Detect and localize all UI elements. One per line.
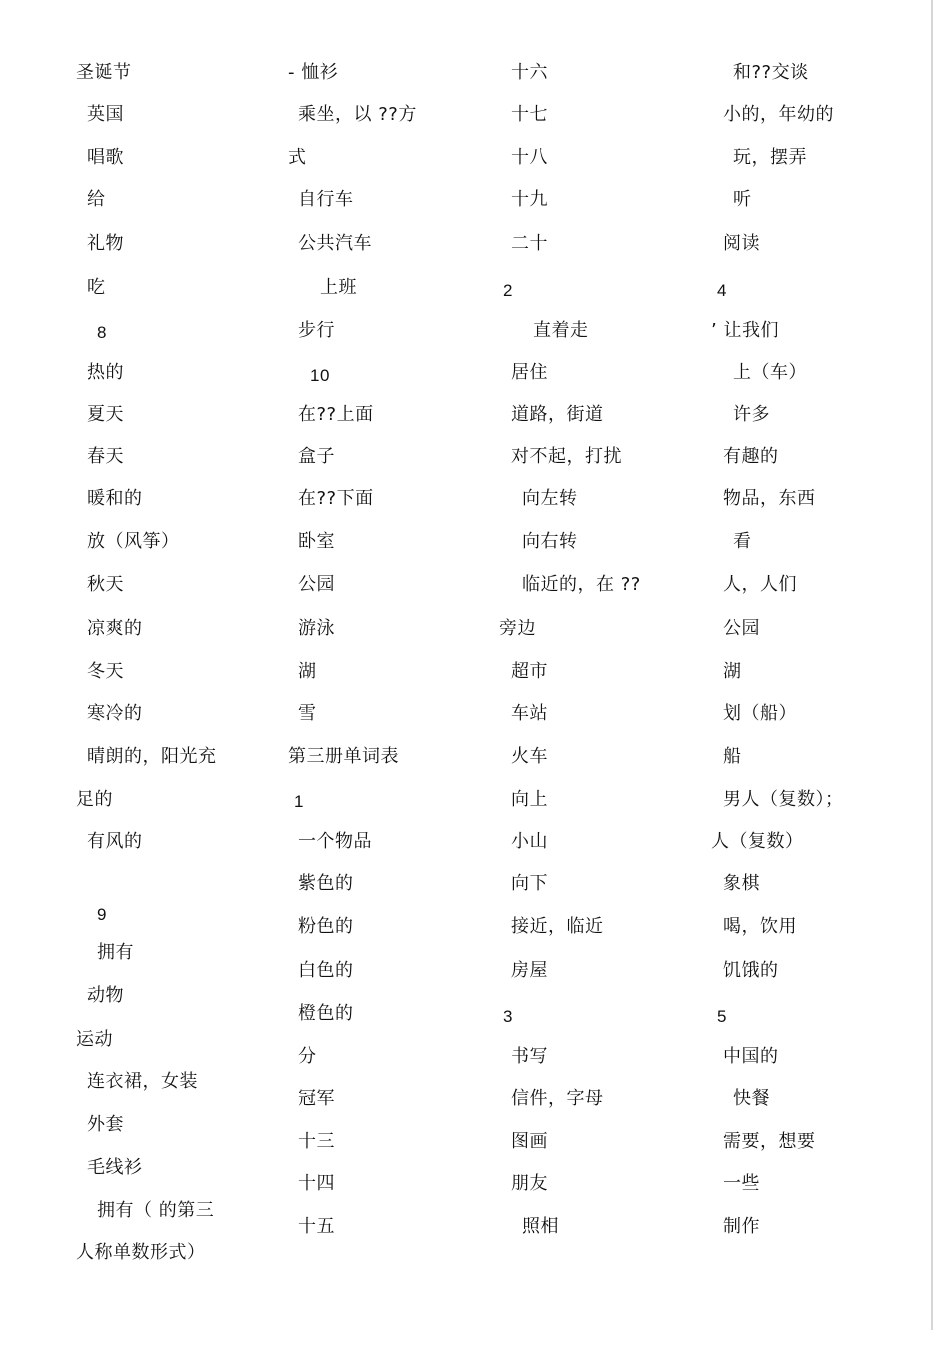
word-entry: 直着走 — [533, 320, 589, 341]
word-entry: 热的 — [87, 362, 124, 383]
word-entry: 书写 — [511, 1046, 548, 1067]
word-entry: 许多 — [733, 404, 770, 425]
word-entry: 向上 — [511, 789, 548, 810]
word-entry: 车站 — [511, 703, 548, 724]
word-entry: 礼物 — [87, 233, 124, 254]
word-entry: 凉爽的 — [87, 618, 143, 639]
word-entry: 向右转 — [522, 531, 578, 552]
word-entry: 十三 — [298, 1131, 335, 1152]
word-entry: 夏天 — [87, 404, 124, 425]
word-entry: 临近的，在 ?? — [522, 574, 641, 595]
word-entry: 信件，字母 — [511, 1088, 604, 1109]
word-entry: 连衣裙，女装 — [87, 1071, 198, 1092]
word-entry: 十六 — [511, 62, 548, 83]
word-entry: 向左转 — [522, 488, 578, 509]
word-entry: 超市 — [511, 661, 548, 682]
lesson-number: 1 — [294, 792, 304, 811]
word-entry: 公园 — [298, 574, 335, 595]
word-entry: 照相 — [522, 1216, 559, 1237]
lesson-number: 8 — [97, 323, 107, 342]
word-entry: 英国 — [87, 104, 124, 125]
word-entry: 道路，街道 — [511, 404, 604, 425]
word-entry: 朋友 — [511, 1173, 548, 1194]
word-entry: 圣诞节 — [76, 62, 132, 83]
page-right-border — [931, 0, 933, 1330]
word-entry: 雪 — [298, 703, 317, 724]
lesson-number: 3 — [503, 1007, 513, 1026]
lesson-number: 2 — [503, 281, 513, 300]
word-entry: 居住 — [511, 362, 548, 383]
word-entry: 春天 — [87, 446, 124, 467]
word-entry: 十七 — [511, 104, 548, 125]
word-entry: 乘坐，以 ??方 — [298, 104, 417, 125]
word-entry: 需要，想要 — [723, 1131, 816, 1152]
word-entry: 拥有 — [97, 942, 134, 963]
word-entry: 游泳 — [298, 618, 335, 639]
word-entry: 旁边 — [499, 618, 536, 639]
word-entry: 在??下面 — [298, 488, 374, 509]
word-entry: 拥有（ 的第三 — [97, 1200, 215, 1221]
word-entry: 十四 — [298, 1173, 335, 1194]
word-entry: 玩，摆弄 — [733, 147, 807, 168]
word-entry: 足的 — [76, 789, 113, 810]
word-entry: 秋天 — [87, 574, 124, 595]
word-entry: 人，人们 — [723, 574, 797, 595]
word-entry: 步行 — [298, 320, 335, 341]
word-entry: 二十 — [511, 233, 548, 254]
word-entry: 上（车） — [733, 362, 807, 383]
word-entry: 房屋 — [511, 960, 548, 981]
word-entry: 有趣的 — [723, 446, 779, 467]
word-entry: 毛线衫 — [87, 1157, 143, 1178]
word-entry: 十五 — [298, 1216, 335, 1237]
word-entry: 小的，年幼的 — [723, 104, 834, 125]
word-entry: 十八 — [511, 147, 548, 168]
word-entry: 和??交谈 — [733, 62, 809, 83]
word-entry: 紫色的 — [298, 873, 354, 894]
word-entry: 划（船） — [723, 703, 797, 724]
word-entry: 男人（复数）； — [723, 789, 844, 810]
word-entry: 吃 — [87, 277, 106, 298]
word-entry: 物品，东西 — [723, 488, 816, 509]
word-entry: 冬天 — [87, 661, 124, 682]
word-entry: 火车 — [511, 746, 548, 767]
word-entry: 向下 — [511, 873, 548, 894]
word-entry: 卧室 — [298, 531, 335, 552]
word-entry: 人（复数） — [711, 831, 804, 852]
word-entry: 对不起，打扰 — [511, 446, 622, 467]
word-entry: 自行车 — [298, 189, 354, 210]
word-entry: 运动 — [76, 1029, 113, 1050]
word-entry: 有风的 — [87, 831, 143, 852]
word-entry: 船 — [723, 746, 742, 767]
word-entry: 象棋 — [723, 873, 760, 894]
word-entry: 公共汽车 — [298, 233, 372, 254]
word-entry: 晴朗的，阳光充 — [87, 746, 217, 767]
word-entry: 一个物品 — [298, 831, 372, 852]
word-entry: 制作 — [723, 1216, 760, 1237]
word-entry: 上班 — [320, 277, 357, 298]
word-entry: 给 — [87, 189, 106, 210]
word-entry: 喝，饮用 — [723, 916, 797, 937]
word-entry: 暖和的 — [87, 488, 143, 509]
word-entry: 橙色的 — [298, 1003, 354, 1024]
word-entry: 中国的 — [723, 1046, 779, 1067]
word-entry: 寒冷的 — [87, 703, 143, 724]
word-entry: 湖 — [298, 661, 317, 682]
word-entry: 人称单数形式） — [76, 1242, 206, 1263]
word-entry: 唱歌 — [87, 147, 124, 168]
lesson-number: 10 — [310, 366, 330, 385]
word-entry: 分 — [298, 1046, 317, 1067]
word-entry: 快餐 — [733, 1088, 770, 1109]
word-entry: 饥饿的 — [723, 960, 779, 981]
word-entry: 阅读 — [723, 233, 760, 254]
lesson-number: 9 — [97, 905, 107, 924]
word-entry: 一些 — [723, 1173, 760, 1194]
word-entry: 看 — [733, 531, 752, 552]
word-entry: 公园 — [723, 618, 760, 639]
word-entry: 白色的 — [298, 960, 354, 981]
word-entry: 冠军 — [298, 1088, 335, 1109]
word-entry: - 恤衫 — [288, 62, 339, 83]
word-entry: 图画 — [511, 1131, 548, 1152]
word-entry: 接近，临近 — [511, 916, 604, 937]
word-entry: 放（风筝） — [87, 531, 180, 552]
section-heading: 第三册单词表 — [288, 746, 399, 767]
lesson-number: 4 — [717, 281, 727, 300]
word-entry: 十九 — [511, 189, 548, 210]
word-entry: 听 — [733, 189, 752, 210]
word-entry: 外套 — [87, 1114, 124, 1135]
word-entry: 小山 — [511, 831, 548, 852]
word-entry: 式 — [288, 147, 307, 168]
word-entry: 湖 — [723, 661, 742, 682]
word-entry: 在??上面 — [298, 404, 374, 425]
lesson-number: 5 — [717, 1007, 727, 1026]
word-entry: 动物 — [87, 985, 124, 1006]
word-entry: 粉色的 — [298, 916, 354, 937]
word-entry: 盒子 — [298, 446, 335, 467]
word-entry: ’ 让我们 — [711, 320, 779, 341]
